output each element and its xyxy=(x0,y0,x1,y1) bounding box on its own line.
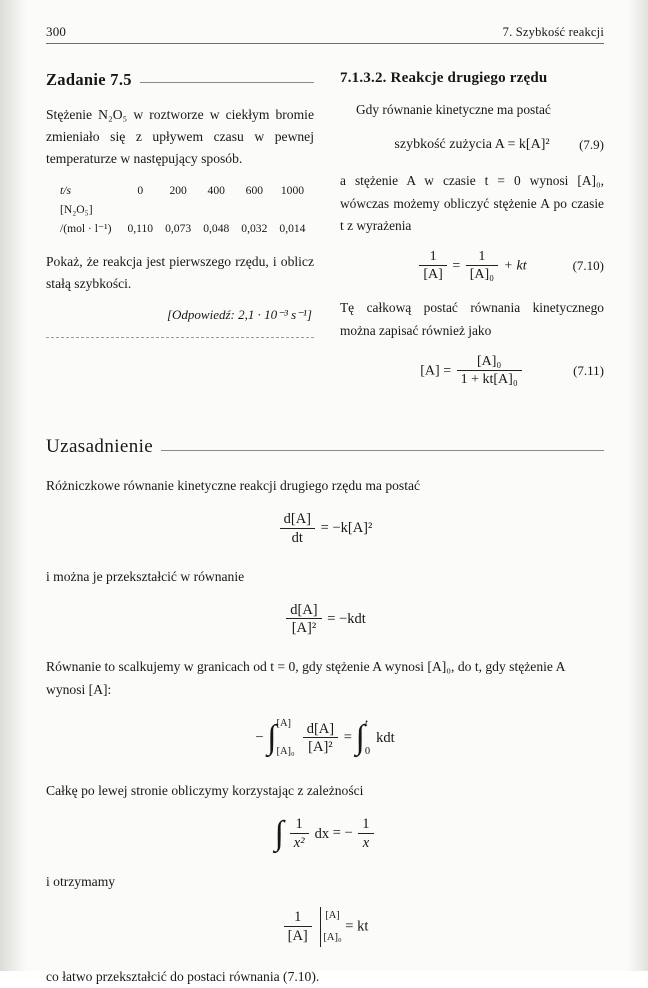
integral-icon: ∫ xyxy=(267,718,277,756)
table-row-label-time: t/s xyxy=(60,184,71,198)
exercise-paragraph-1: Stężenie N₂O₅ w roztworze w ciekłym bromie zmieniało się z upływem czasu w pewnej temperaturze w następujący sposób. xyxy=(46,107,314,167)
eq711-fraction xyxy=(457,354,522,388)
page-number: 300 xyxy=(46,24,67,39)
eq5-rhs: = kt xyxy=(345,918,369,935)
eq4-fraction xyxy=(290,816,309,851)
eq3-upper-right: t xyxy=(364,718,368,730)
time-value-3: 600 xyxy=(245,184,264,198)
time-value-0: 0 xyxy=(137,184,144,198)
eq4-rhs-fraction xyxy=(358,816,373,851)
justification-body xyxy=(46,474,604,988)
equation-7-9 xyxy=(340,133,604,156)
justification-paragraph-2: i można je przekształcić w równanie xyxy=(46,568,245,584)
justification-paragraph-4: Całkę po lewej stronie obliczymy korzystając z zależności xyxy=(46,783,364,799)
justification-heading xyxy=(46,436,604,458)
section-heading: 7.1.3.2. Reakcje drugiego rzędu xyxy=(340,70,548,86)
eq3-num: d[A] xyxy=(306,720,335,737)
table-row-label-conc-2: /(mol · l⁻¹) xyxy=(60,221,112,235)
equation-7-10-rhs xyxy=(466,249,498,283)
eq4-integral xyxy=(274,816,329,851)
conc-value-0: 0,110 xyxy=(127,221,154,235)
eq4-num: 1 xyxy=(295,816,303,833)
eq1-num: d[A] xyxy=(283,511,312,528)
justification-paragraph-3: Równanie to scalkujemy w granicach od t = 0, gdy stężenie A wynosi [A]₀, do t, gdy stężenie A wynosi [A]: xyxy=(46,659,565,698)
table-row xyxy=(60,182,311,201)
running-head xyxy=(46,24,604,40)
eq4-equals: = − xyxy=(332,825,353,842)
exercise-answer: [Odpowiedź: 2,1 · 10⁻³ s⁻¹] xyxy=(166,307,312,323)
eq5-den: [A] xyxy=(284,926,312,945)
justification-paragraph-5: i otrzymamy xyxy=(46,873,116,889)
two-column-block xyxy=(46,70,604,402)
eq3-upper-left: [A] xyxy=(276,718,292,730)
theory-paragraph-2: a stężenie A w czasie t = 0 wynosi [A]₀, wówczas możemy obliczyć stężenie A po czasie t z wyrażenia xyxy=(340,173,604,233)
eq2-den: [A]² xyxy=(286,618,321,637)
exercise-body xyxy=(46,104,314,295)
conc-value-1: 0,073 xyxy=(165,221,192,235)
justification-equation-4 xyxy=(46,816,604,851)
eq710-right-den: [A]₀ xyxy=(466,265,498,283)
eq3-equals: = xyxy=(343,729,352,746)
eq3-limits-right xyxy=(365,715,370,761)
eq5-fraction xyxy=(284,909,312,944)
eq4-rnum: 1 xyxy=(362,816,370,833)
justification-equation-1 xyxy=(46,511,604,546)
eq3-limits-left xyxy=(276,715,294,761)
equation-7-9-text: szybkość zużycia A = k[A]² xyxy=(394,137,550,153)
theory-body xyxy=(340,99,604,388)
justification-equation-5 xyxy=(46,907,604,947)
integral-icon: ∫ xyxy=(274,814,284,852)
eq5-evaluation-bar xyxy=(317,907,341,947)
exercise-bottom-rule xyxy=(46,337,314,338)
table-row xyxy=(60,201,311,220)
eq1-rhs: = −k[A]² xyxy=(320,520,373,537)
eq3-minus: − xyxy=(255,729,264,746)
eq4-dx: dx xyxy=(314,825,330,842)
justification-heading-text: Uzasadnienie xyxy=(46,436,154,458)
eq2-num: d[A] xyxy=(290,601,318,618)
eq710-equals: = xyxy=(452,258,461,274)
eq3-integral-left xyxy=(267,715,340,761)
eq4-den: x² xyxy=(290,833,309,852)
conc-value-3: 0,032 xyxy=(241,221,268,235)
eq3-lower-left: [A]₀ xyxy=(276,746,295,758)
eq2-rhs: = −kdt xyxy=(327,610,366,627)
eq710-plus-kt: + kt xyxy=(503,258,527,274)
eq1-fraction xyxy=(280,511,315,546)
time-value-4: 1000 xyxy=(280,184,305,198)
eq4-rden: x xyxy=(358,833,373,852)
equation-7-11 xyxy=(340,354,604,388)
header-rule xyxy=(46,43,604,44)
eq711-lhs: [A] = xyxy=(420,363,452,379)
theory-line-1: Gdy równanie kinetyczne ma postać xyxy=(356,102,551,117)
equation-7-11-tag: (7.11) xyxy=(573,363,604,379)
exercise-column xyxy=(46,70,314,338)
chapter-title: 7. Szybkość reakcji xyxy=(502,25,604,39)
eq3-fraction xyxy=(303,721,338,756)
table-row-label-conc-1: [N₂O₅] xyxy=(60,202,93,216)
justification-equation-2 xyxy=(46,602,604,637)
eq3-right-body: kdt xyxy=(376,729,395,746)
page-content xyxy=(46,24,604,984)
table-row xyxy=(60,220,311,239)
eq1-den: dt xyxy=(280,528,315,547)
eq5-num: 1 xyxy=(294,909,302,926)
equation-7-10-tag: (7.10) xyxy=(572,258,604,274)
eq3-den: [A]² xyxy=(303,737,338,756)
time-value-2: 400 xyxy=(207,184,225,198)
eq3-integral-right xyxy=(356,715,395,761)
eq5-limits xyxy=(323,907,341,947)
eq710-left-num: 1 xyxy=(429,249,437,265)
vertical-bar-icon xyxy=(320,907,321,947)
exercise-heading xyxy=(46,70,314,90)
eq710-right-num: 1 xyxy=(478,249,486,265)
conc-value-2: 0,048 xyxy=(203,221,230,235)
justification-equation-3 xyxy=(46,715,604,761)
exercise-data-table xyxy=(60,182,311,238)
eq5-lower: [A]₀ xyxy=(323,931,342,943)
eq2-fraction xyxy=(286,602,321,637)
eq711-num: [A]₀ xyxy=(477,353,502,369)
exercise-title-text: Zadanie 7.5 xyxy=(46,70,132,89)
exercise-title-rule xyxy=(140,81,314,83)
justification-paragraph-1: Różniczkowe równanie kinetyczne reakcji drugiego rzędu ma postać xyxy=(46,478,421,494)
eq5-upper: [A] xyxy=(325,909,340,921)
theory-paragraph-3: Tę całkową postać równania kinetycznego można zapisać również jako xyxy=(340,300,604,338)
time-value-1: 200 xyxy=(169,184,187,198)
integral-icon: ∫ xyxy=(355,718,365,756)
equation-7-9-tag: (7.9) xyxy=(579,137,604,153)
equation-7-10-lhs xyxy=(419,249,446,283)
justification-closing: co łatwo przekształcić do postaci równania (7.10). xyxy=(46,968,320,984)
eq711-den: 1 + kt[A]₀ xyxy=(457,370,522,388)
theory-column xyxy=(340,70,604,402)
justification-heading-rule xyxy=(161,449,604,451)
conc-value-4: 0,014 xyxy=(279,221,306,235)
equation-7-10 xyxy=(340,249,604,283)
exercise-paragraph-2: Pokaż, że reakcja jest pierwszego rzędu, i oblicz stałą szybkości. xyxy=(46,254,314,292)
eq710-left-den: [A] xyxy=(419,265,446,283)
eq3-lower-right: 0 xyxy=(364,746,371,758)
